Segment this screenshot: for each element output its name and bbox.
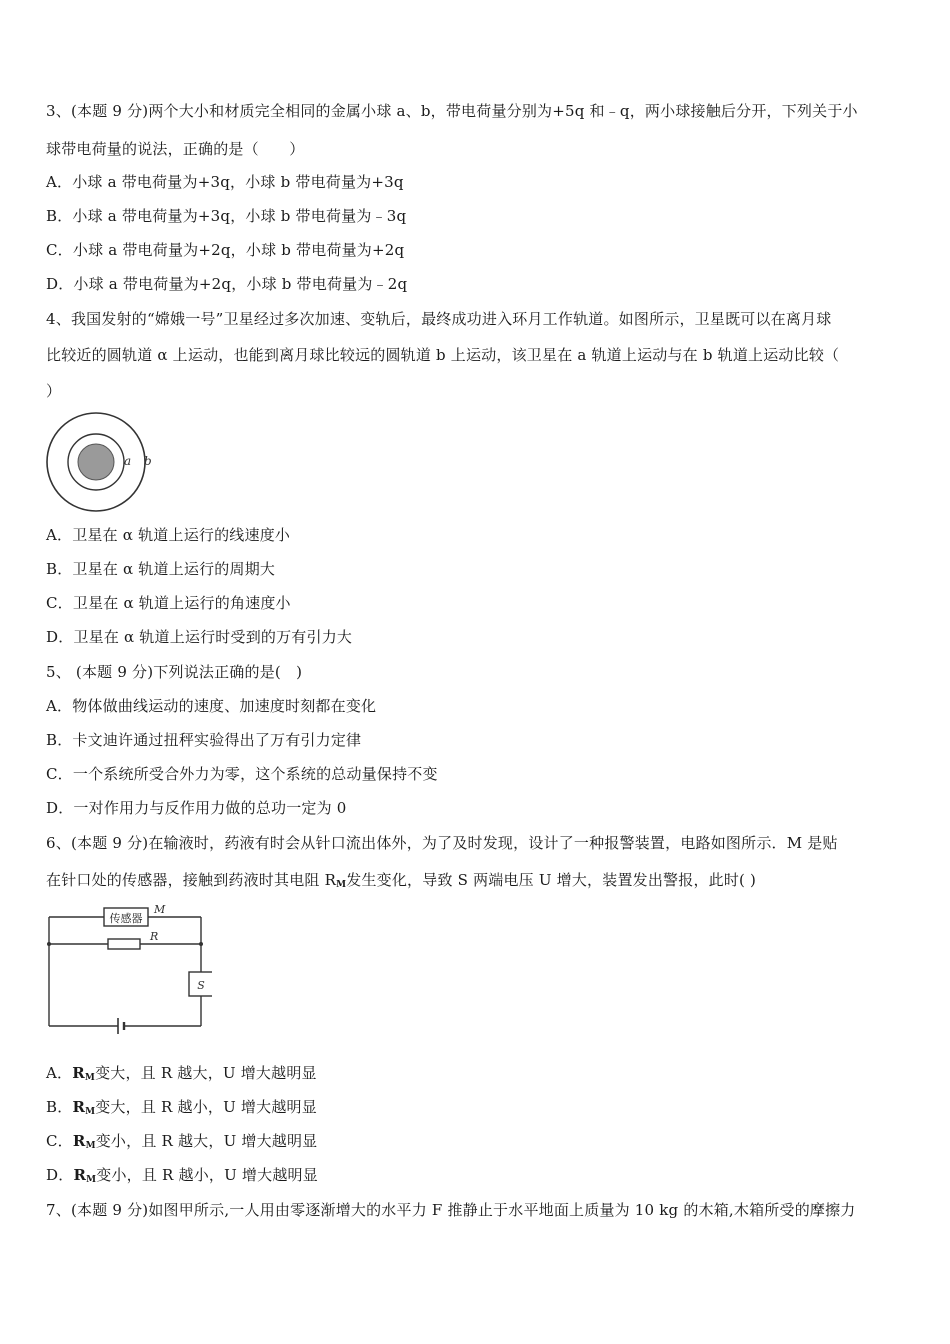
q4-stem-line-2: 比较近的圆轨道 α 上运动，也能到离月球比较远的圆轨道 b 上运动，该卫星在 a 轨道上运动与在 b 轨道上运动比较（	[46, 346, 840, 364]
q6-option-a-text: 变大，且 R 越大，U 增大越明显	[95, 1064, 317, 1082]
q4-option-a: A．卫星在 α 轨道上运行的线速度小	[46, 526, 291, 544]
q4-option-c: C．卫星在 α 轨道上运行的角速度小	[46, 594, 291, 612]
q5-option-a: A．物体做曲线运动的速度、加速度时刻都在变化	[46, 697, 377, 715]
q6-option-b-sub: M	[85, 1107, 96, 1117]
resistor-r-label: R	[150, 930, 159, 943]
moon-disc	[78, 444, 114, 480]
q4-stem-line-3: ）	[46, 382, 62, 400]
q5-stem: 5、 (本题 9 分)下列说法正确的是( )	[46, 663, 303, 681]
q6-option-b-letter: B．	[46, 1098, 73, 1116]
q3-option-b: B．小球 a 带电荷量为+3q，小球 b 带电荷量为﹣3q	[46, 207, 407, 225]
q3-option-d: D．小球 a 带电荷量为+2q，小球 b 带电荷量为﹣2q	[46, 275, 408, 293]
q3-option-c: C．小球 a 带电荷量为+2q，小球 b 带电荷量为+2q	[46, 241, 405, 259]
q6-stem-subscript: M	[336, 880, 347, 890]
q6-option-c-r: R	[72, 1132, 86, 1150]
resistor-r	[108, 939, 140, 949]
q6-option-c	[46, 1130, 906, 1157]
q5-option-b: B．卡文迪许通过扭秤实验得出了万有引力定律	[46, 731, 362, 749]
q3-stem-line-2: 球带电荷量的说法，正确的是（ ）	[46, 140, 305, 158]
orbit-label-b: b	[144, 454, 152, 468]
q6-stem-line-2	[46, 869, 906, 896]
q6-option-a	[46, 1062, 906, 1089]
q5-option-c: C．一个系统所受合外力为零，这个系统的总动量保持不变	[46, 765, 438, 783]
sensor-label: 传感器	[109, 912, 143, 925]
q6-option-b-text: 变大，且 R 越小，U 增大越明显	[95, 1098, 317, 1116]
q6-option-c-text: 变小，且 R 越大，U 增大越明显	[95, 1132, 318, 1150]
q6-stem-line-2-post: 发生变化，导致 S 两端电压 U 增大，装置发出警报，此时( )	[346, 871, 757, 889]
q5-option-d: D．一对作用力与反作用力做的总功一定为 0	[46, 799, 347, 817]
q4-stem-line-1: 4、我国发射的“嫦娥一号”卫星经过多次加速、变轨后，最终成功进入环月工作轨道。如图所示，卫星既可以在离月球	[46, 310, 832, 328]
sensor-m-label: M	[154, 903, 166, 916]
q6-option-a-sub: M	[84, 1073, 96, 1083]
q6-option-d-r: R	[73, 1166, 87, 1184]
q4-option-d: D．卫星在 α 轨道上运行时受到的万有引力大	[46, 628, 353, 646]
q6-option-b	[46, 1096, 906, 1123]
q6-option-d	[46, 1164, 906, 1191]
q3-stem-line-1: 3、(本题 9 分)两个大小和材质完全相同的金属小球 a、b，带电荷量分别为+5q 和﹣q，两小球接触后分开，下列关于小	[46, 102, 858, 120]
q7-stem-line-1: 7、(本题 9 分)如图甲所示,一人用由零逐渐增大的水平力 F 推静止于水平地面上质量为 10 kg 的木箱,木箱所受的摩擦力	[46, 1201, 856, 1219]
q6-option-c-sub: M	[85, 1141, 96, 1151]
q6-option-a-r: R	[72, 1064, 85, 1082]
orbit-label-a: a	[124, 454, 132, 468]
q6-stem-line-2-pre: 在针口处的传感器，接触到药液时其电阻 R	[46, 871, 337, 889]
alarm-s-label: S	[197, 979, 205, 992]
q6-option-b-r: R	[72, 1098, 86, 1116]
q3-option-a: A．小球 a 带电荷量为+3q，小球 b 带电荷量为+3q	[46, 173, 404, 191]
q6-option-a-letter: A．	[46, 1064, 73, 1082]
junction-left	[47, 942, 51, 946]
q6-option-d-sub: M	[86, 1175, 97, 1185]
q6-option-d-letter: D．	[46, 1166, 74, 1184]
q4-option-b: B．卫星在 α 轨道上运行的周期大	[46, 560, 276, 578]
alarm-circuit-diagram	[44, 902, 212, 1038]
junction-right	[199, 942, 203, 946]
q6-option-d-text: 变小，且 R 越小，U 增大越明显	[96, 1166, 318, 1184]
orbit-diagram	[44, 410, 164, 514]
q6-stem-line-1: 6、(本题 9 分)在输液时，药液有时会从针口流出体外，为了及时发现，设计了一种报警装置，电路如图所示．M 是贴	[46, 834, 838, 852]
q6-option-c-letter: C．	[46, 1132, 73, 1150]
